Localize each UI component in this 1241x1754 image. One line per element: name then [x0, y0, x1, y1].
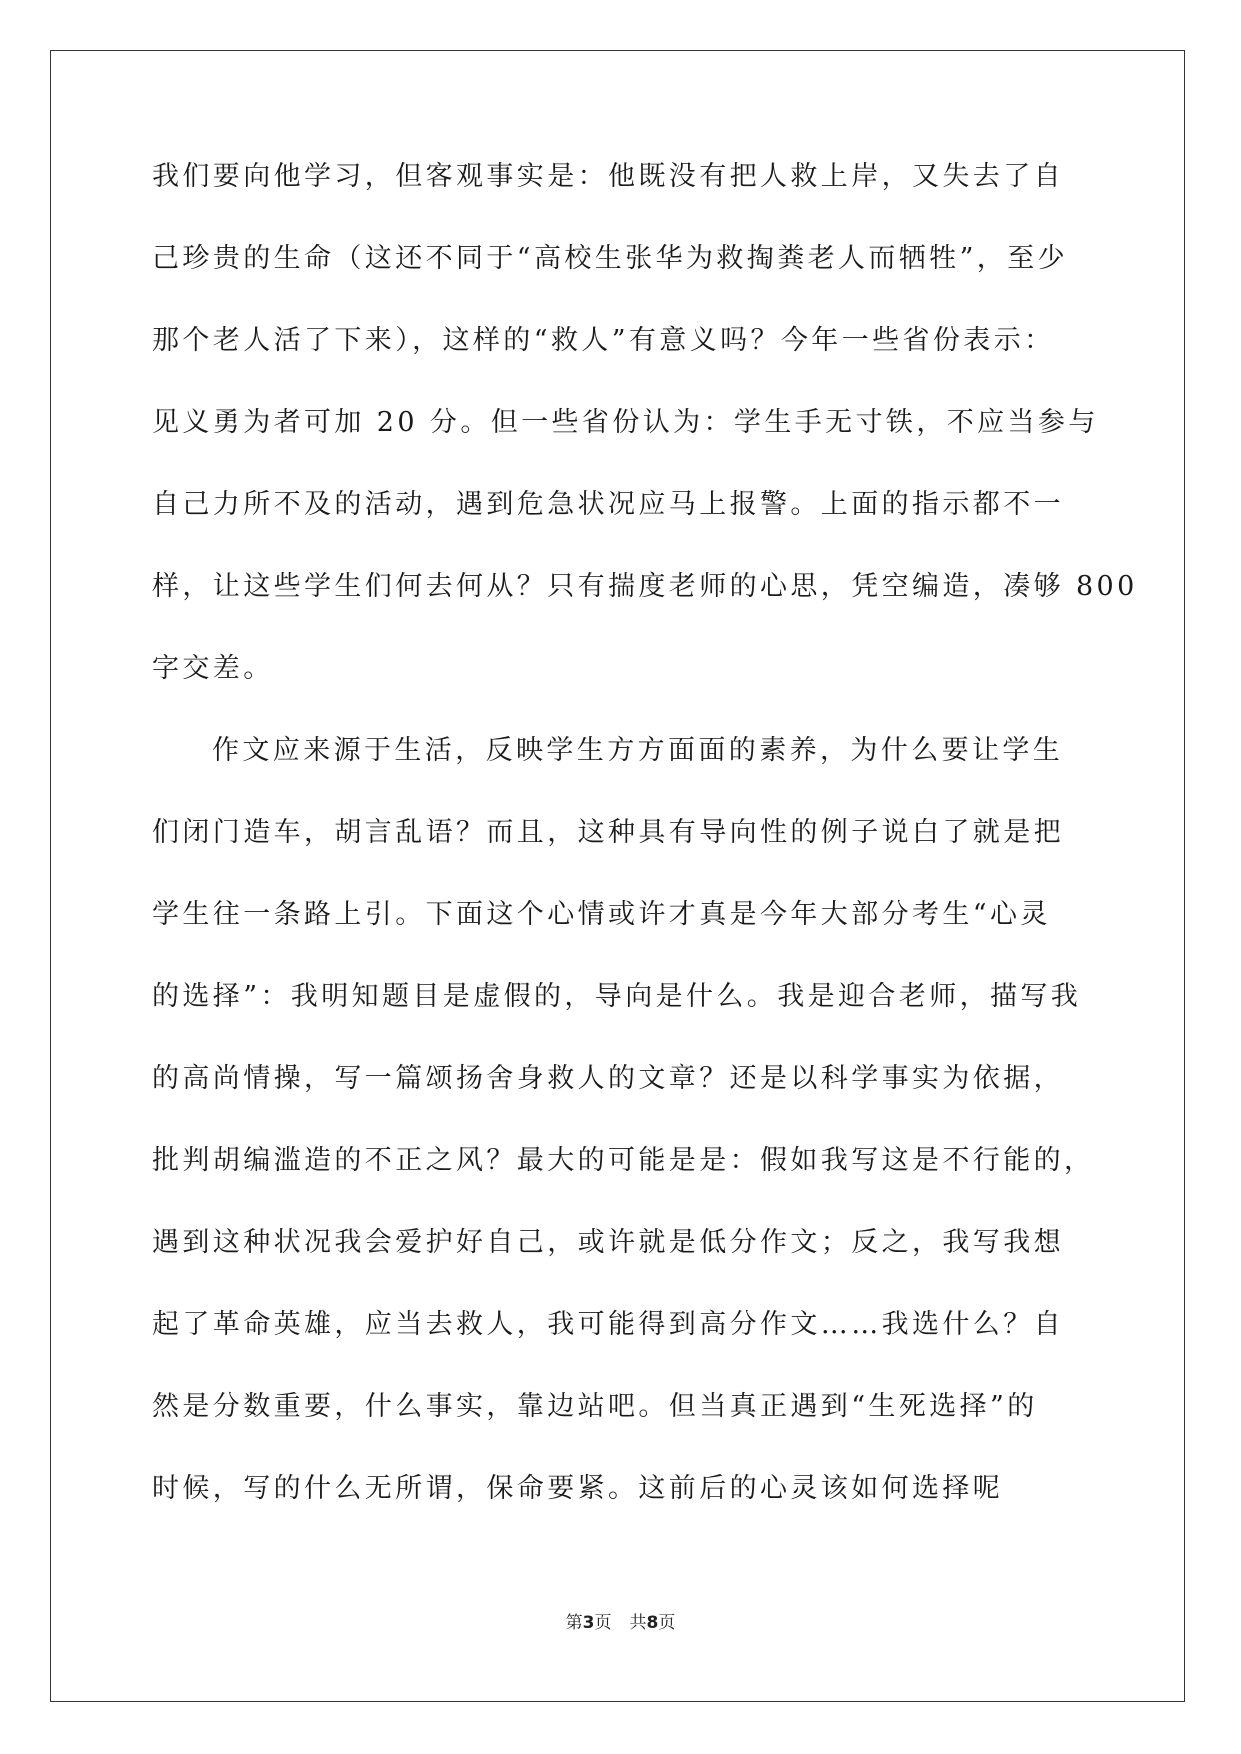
text-line: 起了革命英雄，应当去救人，我可能得到高分作文……我选什么？自 — [152, 1309, 1064, 1340]
total-pages-suffix: 页 — [658, 1613, 676, 1633]
text-line: 们闭门造车，胡言乱语？而且，这种具有导向性的例子说白了就是把 — [152, 817, 1064, 848]
text-line: 己珍贵的生命（这还不同于“高校生张华为救掏粪老人而牺牲”，至少 — [152, 243, 1069, 274]
text-line: 那个老人活了下来），这样的“救人”有意义吗？今年一些省份表示： — [152, 325, 1055, 356]
text-line: 字交差。 — [152, 653, 274, 684]
text-line: 学生往一条路上引。下面这个心情或许才真是今年大部分考生“心灵 — [152, 899, 1051, 930]
text-line: 时候，写的什么无所谓，保命要紧。这前后的心灵该如何选择呢 — [152, 1473, 1004, 1504]
paragraph-1 — [152, 160, 1138, 734]
text-line: 自己力所不及的活动，遇到危急状况应马上报警。上面的指示都不一 — [152, 489, 1064, 520]
text-line: 批判胡编滥造的不正之风？最大的可能是是：假如我写这是不行能的， — [152, 1145, 1095, 1176]
text-line: 然是分数重要，什么事实，靠边站吧。但当真正遇到“生死选择”的 — [152, 1391, 1038, 1422]
total-pages-prefix: 共 — [629, 1613, 647, 1633]
text-line: 我们要向他学习，但客观事实是：他既没有把人救上岸，又失去了自 — [152, 161, 1064, 192]
current-page-number: 3 — [582, 1613, 595, 1633]
page-number-prefix: 第 — [565, 1613, 583, 1633]
text-line: 作文应来源于生活，反映学生方方面面的素养，为什么要让学生 — [212, 735, 1064, 766]
text-line: 的高尚情操，写一篇颂扬舍身救人的文章？还是以科学事实为依据， — [152, 1063, 1064, 1094]
text-line: 样，让这些学生们何去何从？只有揣度老师的心思，凭空编造，凑够 800 — [152, 571, 1138, 602]
text-line: 见义勇为者可加 20 分。但一些省份认为：学生手无寸铁，不应当参与 — [152, 407, 1099, 438]
page-footer — [0, 1612, 1241, 1634]
paragraph-2 — [152, 734, 1095, 1554]
document-body — [152, 160, 1138, 1554]
page-number-suffix: 页 — [594, 1613, 612, 1633]
text-line: 的选择”：我明知题目是虚假的，导向是什么。我是迎合老师，描写我 — [152, 981, 1082, 1012]
total-page-count: 8 — [646, 1613, 659, 1633]
text-line: 遇到这种状况我会爱护好自己，或许就是低分作文；反之，我写我想 — [152, 1227, 1064, 1258]
